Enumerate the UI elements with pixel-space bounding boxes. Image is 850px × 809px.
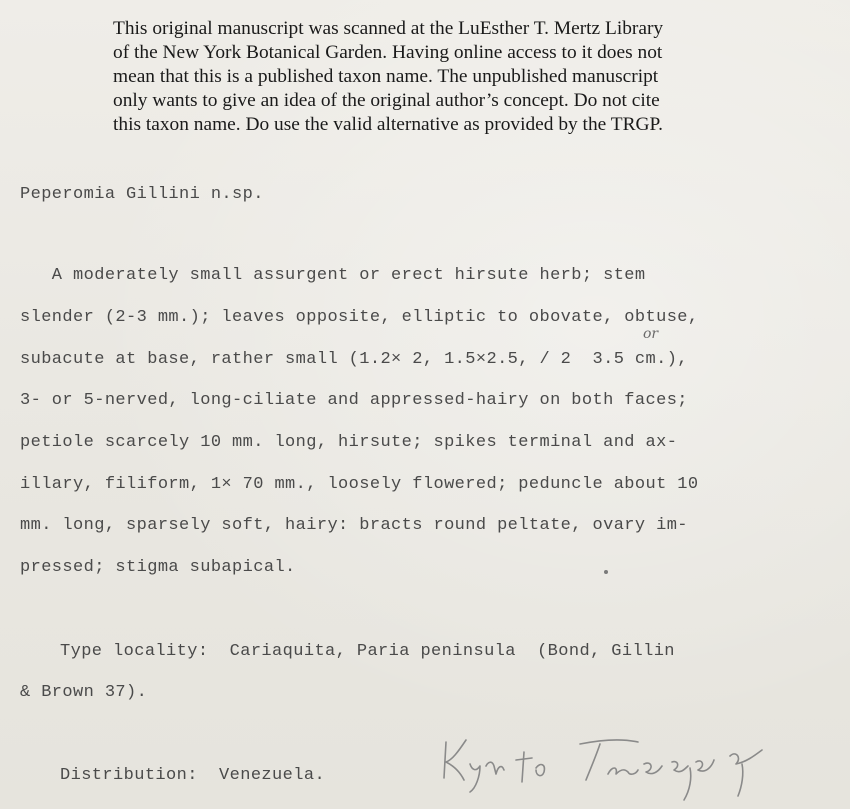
notice-line: This original manuscript was scanned at the LuEsther T. Mertz Library	[113, 18, 664, 39]
handwritten-or-annotation: or	[643, 326, 659, 342]
notice-line: this taxon name. Do use the valid alternative as provided by the TRGP.	[113, 114, 664, 135]
ink-mark	[604, 570, 608, 574]
description-line: A moderately small assurgent or erect hirsute herb; stem	[20, 266, 646, 285]
description-line: illary, filiform, 1× 70 mm., loosely flowered; peduncle about 10	[20, 475, 699, 494]
notice-line: mean that this is a published taxon name. The unpublished manuscript	[113, 66, 659, 87]
handwritten-signature	[440, 730, 800, 805]
distribution-line: Distribution: Venezuela.	[60, 766, 326, 785]
notice-line: of the New York Botanical Garden. Having online access to it does not	[113, 42, 663, 63]
description-line: slender (2-3 mm.); leaves opposite, elliptic to obovate, obtuse,	[20, 308, 699, 327]
description-line: mm. long, sparsely soft, hairy: bracts round peltate, ovary im-	[20, 516, 688, 535]
copyright-notice	[113, 17, 753, 137]
type-locality-line: & Brown 37).	[20, 683, 148, 702]
type-locality-line: Type locality: Cariaquita, Paria peninsula (Bond, Gillin	[60, 642, 675, 661]
description-line: pressed; stigma subapical.	[20, 558, 296, 577]
notice-line: only wants to give an idea of the original author’s concept. Do not cite	[113, 90, 660, 111]
description-line: 3- or 5-nerved, long-ciliate and appressed-hairy on both faces;	[20, 391, 688, 410]
description-line: petiole scarcely 10 mm. long, hirsute; spikes terminal and ax-	[20, 433, 678, 452]
species-title: Peperomia Gillini n.sp.	[20, 185, 264, 204]
description-line: subacute at base, rather small (1.2× 2, 1.5×2.5, / 2 3.5 cm.),	[20, 350, 688, 369]
